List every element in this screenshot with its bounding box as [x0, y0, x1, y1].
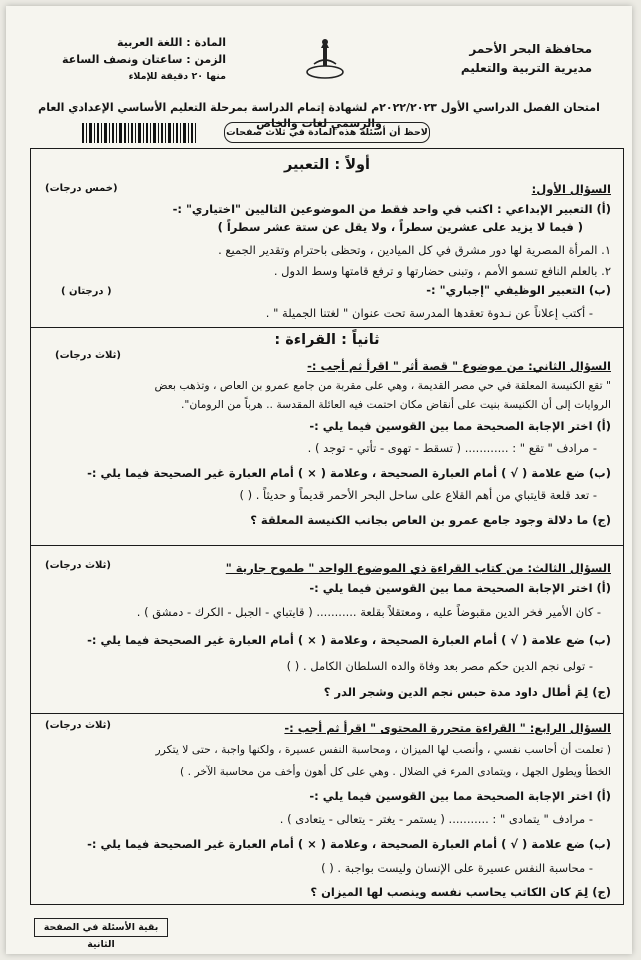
section-title-expression: أولاً : التعبير — [283, 157, 371, 173]
functional-marks: ( درجتان ) — [61, 286, 112, 297]
question-4-title: السؤال الرابع: " القراءة متحررة المحتوى " اقرأ ثم أجب :- — [284, 721, 611, 735]
subject-header — [36, 34, 226, 85]
q2-part-a: (أ) اختر الإجابة الصحيحة مما بين القوسين فيما يلي :- — [309, 419, 611, 433]
directorate-label: مديرية التربية والتعليم — [460, 61, 592, 75]
duration-label: الزمن : ساعتان ونصف الساعة — [62, 53, 226, 66]
question-1-marks: (خمس درجات) — [45, 183, 118, 194]
passage-2-line-1: " تقع الكنيسة المعلقة في حي مصر القديمة ، وهي على مقربة من جامع عمرو بن العاص ، وتذهب بعض — [154, 379, 611, 392]
governorate-label: محافظة البحر الأحمر — [469, 42, 592, 56]
directorate-header — [382, 40, 592, 78]
passage-4-line-2: الخطأ ويطول الجهل ، ويتمادى المرء في الضلال . وهي على كل أهون وأخف من محاسبة الآخر . ) — [179, 765, 611, 778]
topic-1: ١. المرأة المصرية لها دور مشرق في كل الميادين ، وتحظى باحترام وتقدير الجميع . — [218, 243, 611, 257]
functional-task: - أكتب إعلاناً عن نـدوة تعقدها المدرسة تحت عنوان " لغتنا الجميلة " . — [265, 306, 593, 320]
subject-label: المادة : اللغة العربية — [117, 36, 226, 49]
question-2-title: السؤال الثاني: من موضوع " قصة أثر " اقرأ ثم أجب :- — [307, 359, 611, 373]
reading-section — [30, 327, 624, 546]
passage-2-line-2: الروايات إلى أن الكنيسة بنيت على أنقاض مكان احتمت فيه العائلة المقدسة .. هرباً من الرومان". — [180, 398, 611, 411]
dictation-time-label: منها ٢٠ دقيقة للإملاء — [128, 71, 226, 82]
question-2-marks: (ثلاث درجات) — [55, 350, 121, 361]
q3-part-c: (ج) لِمَ أطال داود مدة حبس نجم الدين وشجر الدر ؟ — [323, 685, 611, 699]
q4-part-a: (أ) اختر الإجابة الصحيحة مما بين القوسين فيما يلي :- — [309, 789, 611, 803]
q4-part-c: (ج) لِمَ كان الكاتب يحاسب نفسه وينصب لها الميزان ؟ — [310, 885, 611, 899]
q4-part-b-item: - محاسبة النفس عسيرة على الإنسان وليست بواجبة . ( ) — [321, 861, 593, 875]
question-4-marks: (ثلاث درجات) — [45, 720, 111, 731]
exam-title-line: امتحان الفصل الدراسي الأول ٢٠٢٢/٢٠٢٣م لشهادة إتمام الدراسة بمرحلة التعليم الأساسي الإعدادي العام والرسمي لغات والخاص — [38, 101, 600, 130]
q3-part-a-item: - كان الأمير فخر الدين مقبوضاً عليه ، ومعتقلاً بقلعة ........... ( قايتباي - الجبل - الكرك - دمشق ) . — [136, 605, 601, 619]
pages-note: لاحظ أن أسئلة هذه المادة في ثلاث صفحات — [224, 122, 430, 143]
creative-expression-prompt: (أ) التعبير الإبداعي : اكتب في واحد فقط من الموضوعين التاليين "اختياري" :- — [172, 202, 611, 216]
education-emblem-icon — [300, 34, 350, 84]
q3-part-a: (أ) اختر الإجابة الصحيحة مما بين القوسين فيما يلي :- — [309, 581, 611, 595]
q2-part-b-item: - تعد قلعة قايتباي من أهم القلاع على ساحل البحر الأحمر قديماً و حديثاً . ( ) — [239, 488, 597, 502]
question-4-section — [30, 713, 624, 905]
q4-part-b: (ب) ضع علامة ( √ ) أمام العبارة الصحيحة ، وعلامة ( × ) أمام العبارة غير الصحيحة فيما يلي :- — [87, 837, 611, 851]
q3-part-b: (ب) ضع علامة ( √ ) أمام العبارة الصحيحة ، وعلامة ( × ) أمام العبارة غير الصحيحة فيما يلي :- — [87, 633, 611, 647]
creative-expression-limit: ( فيما لا يزيد على عشرين سطراً ، ولا يقل عن ستة عشر سطراً ) — [217, 220, 583, 234]
q3-part-b-item: - تولى نجم الدين حكم مصر بعد وفاة والده السلطان الكامل . ( ) — [286, 659, 593, 673]
q4-part-a-item: - مرادف " يتمادى " : ........... ( يستمر - يغتر - يتعالى - يتعادى ) . — [279, 812, 593, 826]
question-1-title: السؤال الأول: — [531, 182, 611, 196]
section-title-reading: ثانياً : القراءة : — [274, 332, 380, 348]
question-3-section — [30, 545, 624, 714]
question-3-title: السؤال الثالث: من كتاب القراءة ذي الموضوع الواحد " طموح جارية " — [225, 561, 611, 575]
q2-part-b: (ب) ضع علامة ( √ ) أمام العبارة الصحيحة ، وعلامة ( × ) أمام العبارة غير الصحيحة فيما يلي :- — [87, 466, 611, 480]
passage-4-line-1: ( تعلمت أن أحاسب نفسي ، وأنصب لها الميزان ، ومحاسبة النفس عسيرة ، ولكنها واجبة ، حتى لا يتكرر — [155, 743, 611, 756]
question-3-marks: (ثلاث درجات) — [45, 560, 111, 571]
continued-note: بقية الأسئلة في الصفحة الثانية — [34, 918, 168, 937]
barcode-icon — [82, 123, 196, 143]
exam-paper — [6, 6, 632, 954]
q2-part-c: (ج) ما دلالة وجود جامع عمرو بن العاص بجانب الكنيسة المعلقة ؟ — [250, 513, 611, 527]
topic-2: ٢. بالعلم النافع تسمو الأمم ، وتبنى حضارتها و ترفع قامتها وسط الدول . — [273, 264, 611, 278]
q2-part-a-item: - مرادف " تقع " : ............ ( تسقط - تهوى - تأتي - توجد ) . — [307, 441, 597, 455]
expression-section — [30, 148, 624, 328]
functional-expression-prompt: (ب) التعبير الوظيفي "إجباري" :- — [426, 283, 611, 297]
